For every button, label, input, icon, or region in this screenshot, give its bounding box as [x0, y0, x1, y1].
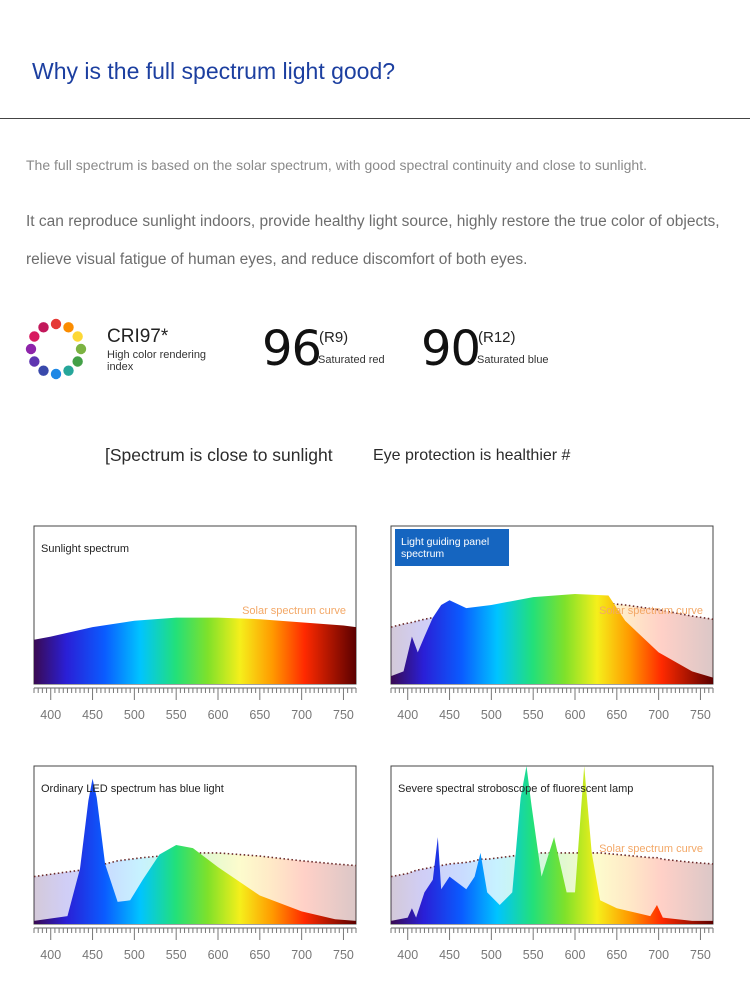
x-tick-label: 500 — [480, 948, 502, 962]
intro-line-1: The full spectrum is based on the solar spectrum, with good spectral continuity and close to sunlight. — [26, 157, 647, 173]
subhead-right: Eye protection is healthier # — [373, 447, 571, 464]
x-tick-label: 750 — [690, 708, 711, 722]
x-tick-label: 400 — [40, 708, 62, 722]
color-wheel-dot — [38, 365, 48, 375]
x-tick-label: 700 — [291, 948, 313, 962]
x-tick-label: 400 — [397, 948, 419, 962]
x-tick-label: 550 — [165, 708, 187, 722]
x-tick-label: 600 — [564, 948, 586, 962]
color-wheel-dot — [51, 369, 61, 379]
r12-label: Saturated blue — [477, 354, 549, 366]
color-wheel-dot — [72, 356, 82, 366]
x-tick-label: 600 — [207, 708, 229, 722]
x-tick-label: 700 — [648, 708, 670, 722]
color-wheel-icon — [25, 318, 87, 380]
color-wheel-dot — [38, 322, 48, 332]
x-tick-label: 750 — [333, 948, 354, 962]
x-tick-label: 450 — [82, 708, 103, 722]
x-tick-label: 650 — [249, 948, 271, 962]
x-tick-label: 450 — [439, 708, 460, 722]
r12-value: 90 — [421, 321, 481, 377]
subhead-left: [Spectrum is close to sunlight — [105, 445, 333, 465]
color-wheel-dot — [63, 365, 73, 375]
x-tick-label: 700 — [648, 948, 670, 962]
r9-label: Saturated red — [318, 354, 385, 366]
chart-fluorescent — [387, 760, 717, 990]
intro-line-2: It can reproduce sunlight indoors, provide healthy light source, highly restore the true color of objects, relieve visual fatigue of human eyes, and reduce discomfort of both eyes. — [26, 213, 720, 268]
color-wheel-dot — [72, 331, 82, 341]
title-divider — [0, 118, 750, 119]
color-wheel-dot — [26, 344, 36, 354]
chart-title: Sunlight spectrum — [41, 543, 130, 555]
r12-code: (R12) — [478, 329, 516, 346]
x-tick-label: 700 — [291, 708, 313, 722]
solar-curve-label: Solar spectrum curve — [599, 843, 703, 855]
chart-title: Light guiding panel — [401, 536, 490, 548]
x-tick-label: 550 — [165, 948, 187, 962]
x-tick-label: 500 — [123, 708, 145, 722]
color-wheel-dot — [76, 344, 86, 354]
x-tick-label: 450 — [439, 948, 460, 962]
x-tick-label: 600 — [207, 948, 229, 962]
chart-title: Severe spectral stroboscope of fluorescent lamp — [398, 783, 634, 795]
color-wheel-dot — [63, 322, 73, 332]
chart-light-guide — [387, 520, 717, 750]
x-tick-label: 650 — [249, 708, 271, 722]
x-tick-label: 750 — [690, 948, 711, 962]
r9-code: (R9) — [319, 329, 349, 346]
color-wheel-dot — [29, 356, 39, 366]
color-wheel-dot — [51, 319, 61, 329]
x-tick-label: 450 — [82, 948, 103, 962]
solar-curve-label: Solar spectrum curve — [599, 605, 703, 617]
x-tick-label: 400 — [40, 948, 62, 962]
cri-value: CRI97* — [107, 326, 169, 347]
chart-sunlight — [30, 520, 360, 750]
chart-led — [30, 760, 360, 990]
x-tick-label: 400 — [397, 708, 419, 722]
x-tick-label: 500 — [123, 948, 145, 962]
cri-label: High color rendering index — [107, 349, 207, 373]
solar-curve-label: Solar spectrum curve — [242, 605, 346, 617]
x-tick-label: 550 — [522, 948, 544, 962]
x-tick-label: 600 — [564, 708, 586, 722]
x-tick-label: 650 — [606, 948, 628, 962]
x-tick-label: 650 — [606, 708, 628, 722]
chart-title: spectrum — [401, 548, 445, 560]
r9-value: 96 — [262, 321, 322, 377]
x-tick-label: 500 — [480, 708, 502, 722]
x-tick-label: 750 — [333, 708, 354, 722]
page-title: Why is the full spectrum light good? — [32, 58, 396, 84]
chart-title: Ordinary LED spectrum has blue light — [41, 783, 224, 795]
x-tick-label: 550 — [522, 708, 544, 722]
color-wheel-dot — [29, 331, 39, 341]
